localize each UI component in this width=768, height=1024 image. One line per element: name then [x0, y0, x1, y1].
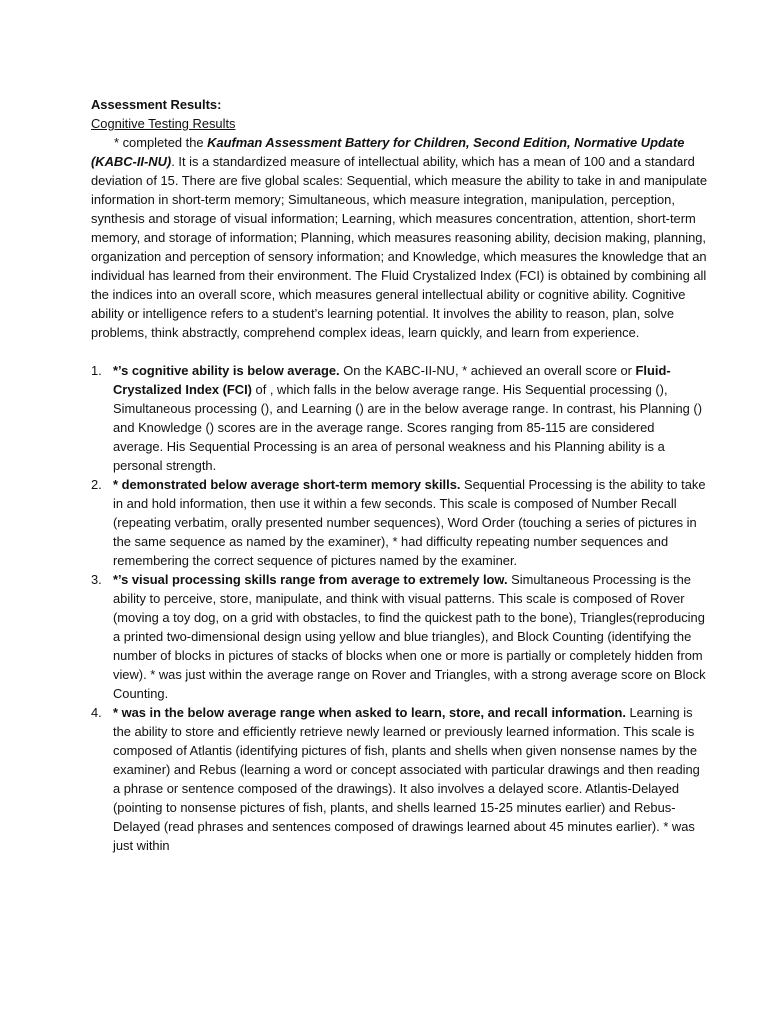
item-heading: *’s visual processing skills range from average to extremely low.	[113, 572, 508, 587]
item-text: Sequential Processing is the ability to take in and hold information, then use it within a few seconds. This scale is composed of Number Recall (repeating verbatim, orally presented number sequences), Word Order (touching a series of pictures in the same sequence as named by the examiner), * had difficulty repeating number sequences and remembering the correct sequence of pictures named by the examiner.	[113, 477, 706, 568]
test-name: Kaufman Assessment Battery for Children, Second Edition, Normative Update (KABC-II-NU)	[91, 135, 685, 169]
page-title: Assessment Results:	[91, 97, 222, 112]
list-item	[91, 475, 708, 570]
list-item	[91, 361, 708, 475]
item-text: Learning is the ability to store and efficiently retrieve newly learned or previously learned information. This scale is composed of Atlantis (identifying pictures of fish, plants and shells when given nonsense names by the examiner) and Rebus (learning a word or concept associated with particular drawings and then reading a phrase or sentence composed of the drawings). It also involves a delayed score. Atlantis-Delayed (pointing to nonsense pictures of fish, plants, and shells learned 15-25 minutes earlier) and Rebus-Delayed (read phrases and sentences composed of drawings learned about 45 minutes earlier). * was just within	[113, 705, 700, 853]
item-text: On the KABC-II-NU, * achieved an overall score or	[339, 363, 636, 378]
intro-lead: * completed the	[114, 135, 208, 150]
results-list	[91, 361, 708, 855]
item-number: 4.	[91, 705, 102, 720]
item-number: 2.	[91, 477, 102, 492]
item-number: 1.	[91, 363, 102, 378]
list-item	[91, 570, 708, 703]
item-number: 3.	[91, 572, 102, 587]
item-heading: *’s cognitive ability is below average.	[113, 363, 340, 378]
item-heading: * demonstrated below average short-term memory skills.	[113, 477, 461, 492]
item-text: of , which falls in the below average range. His Sequential processing (), Simultaneous processing (), and Learning () are in the below average range. In contrast, his Planning () and Knowledge () scores are in the average range. Scores ranging from 85-115 are considered average. His Sequential Processing is an area of personal weakness and his Planning ability is a personal strength.	[113, 382, 702, 473]
intro-body: . It is a standardized measure of intellectual ability, which has a mean of 100 and a standard deviation of 15. There are five global scales: Sequential, which measure the ability to take in and manipulate information in short-term memory; Simultaneous, which measure integration, manipulation, perception, synthesis and storage of visual information; Learning, which measures concentration, attention, short-term memory, and storage of information; Planning, which measures reasoning ability, decision making, planning, organization and perception of sensory information; and Knowledge, which measures the knowledge that an individual has learned from their environment. The Fluid Crystalized Index (FCI) is obtained by combining all the indices into an overall score, which measures general intellectual ability or cognitive ability. Cognitive ability or intelligence refers to a student’s learning potential. It involves the ability to reason, plan, solve problems, think abstractly, comprehend complex ideas, learn quickly, and learn from experience.	[91, 154, 708, 340]
intro-paragraph	[91, 133, 708, 342]
item-text: Simultaneous Processing is the ability to perceive, store, manipulate, and think with visual patterns. This scale is composed of Rover (moving a toy dog, on a grid with obstacles, to find the quickest path to the bone), Triangles(reproducing a printed two-dimensional design using yellow and blue triangles), and Block Counting (identifying the number of blocks in pictures of stacks of blocks when one or more is partially or completely hidden from view). * was just within the average range on Rover and Triangles, with a strong average score on Block Counting.	[113, 572, 706, 701]
item-heading: * was in the below average range when asked to learn, store, and recall information.	[113, 705, 626, 720]
section-subtitle: Cognitive Testing Results	[91, 116, 236, 131]
item-term: Fluid-Crystalized Index (FCI)	[113, 363, 671, 397]
list-item	[91, 703, 708, 855]
